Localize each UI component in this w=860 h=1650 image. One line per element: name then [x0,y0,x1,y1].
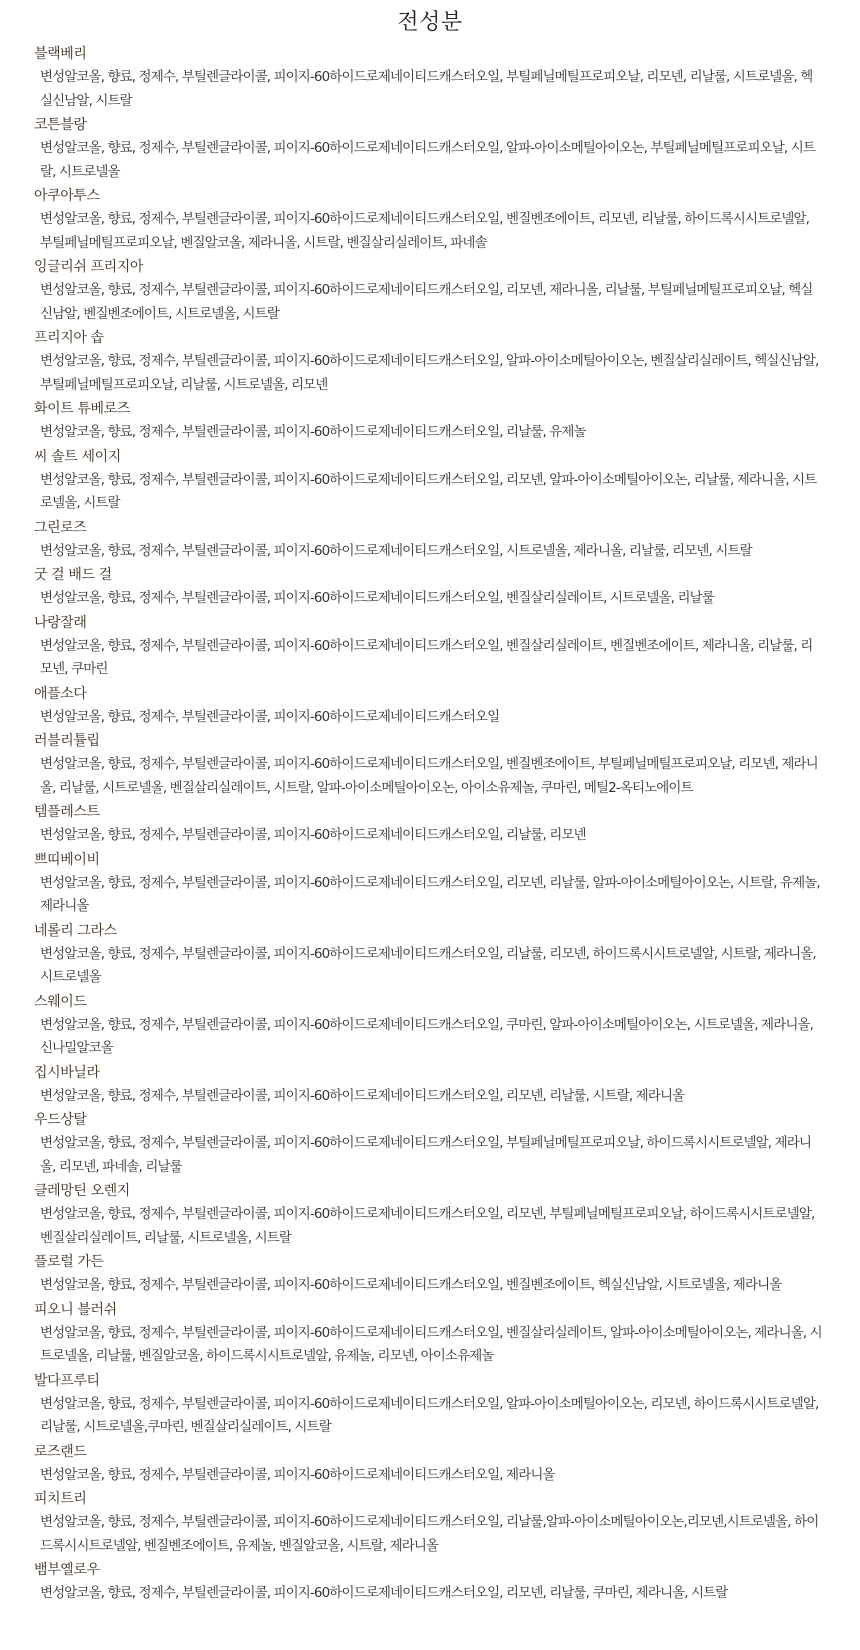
ingredient-list: 변성알코올, 향료, 정제수, 부틸렌글라이콜, 피이지-60하이드로제네이티드캐스터오일, 쿠마린, 알파-아이소메틸아이오논, 시트로넬올, 제라니올, 신나밀알코올 [40,1016,814,1056]
product-name: 스웨이드 [34,993,87,1010]
product-name: 쁘띠베이비 [34,851,100,868]
list-item [34,255,826,326]
product-name: 피오니 블러쉬 [34,1301,117,1318]
product-name: 코튼블랑 [34,117,87,133]
ingredient-list: 변성알코올, 향료, 정제수, 부틸렌글라이콜, 피이지-60하이드로제네이티드캐스터오일 [40,708,500,725]
ingredient-list: 변성알코올, 향료, 정제수, 부틸렌글라이콜, 피이지-60하이드로제네이티드캐스터오일, 벤질벤조에이트, 리모넨, 리날룰, 하이드록시시트로넬알, 부틸페닐메틸프로피오날, 벤질알코올, 제라니올, 시트랄, 벤질살리실레이트, 파네솔 [40,211,810,251]
product-name: 네롤리 그라스 [34,922,117,939]
ingredient-list: 변성알코올, 향료, 정제수, 부틸렌글라이콜, 피이지-60하이드로제네이티드캐스터오일, 알파-아이소메틸아이오논, 부틸페닐메틸프로피오날, 시트랄, 시트로넬올 [40,140,815,180]
ingredient-list: 변성알코올, 향료, 정제수, 부틸렌글라이콜, 피이지-60하이드로제네이티드캐스터오일, 벤질살리실레이트, 시트로넬올, 리날룰 [40,590,714,606]
list-item [34,1250,826,1298]
ingredient-list: 변성알코올, 향료, 정제수, 부틸렌글라이콜, 피이지-60하이드로제네이티드캐스터오일, 부틸페닐메틸프로피오날, 리모넨, 리날룰, 시트로넬올, 헥실신남알, 시트랄 [40,69,813,109]
ingredient-list: 변성알코올, 향료, 정제수, 부틸렌글라이콜, 피이지-60하이드로제네이티드캐스터오일, 리모넨, 부틸페닐메틸프로피오날, 하이드록시시트로넬알, 벤질살리실레이트, 리날룰, 시트로넬올, 시트랄 [40,1206,815,1246]
ingredient-list: 변성알코올, 향료, 정제수, 부틸렌글라이콜, 피이지-60하이드로제네이티드캐스터오일, 벤질살리실레이트, 알파-아이소메틸아이오논, 제라니올, 시트로넬올, 리날룰, 벤질알코올, 하이드록시시트로넬알, 유제놀, 리모넨, 아이소유제놀 [40,1324,822,1364]
product-name: 화이트 튜베로즈 [34,401,130,417]
product-name: 씨 솔트 세이지 [34,448,121,465]
product-name: 우드상탈 [34,1112,87,1128]
ingredient-list: 변성알코올, 향료, 정제수, 부틸렌글라이콜, 피이지-60하이드로제네이티드캐스터오일, 리모넨, 알파-아이소메틸아이오논, 리날룰, 제라니올, 시트로넬올, 시트랄 [40,471,817,511]
list-item [34,397,826,445]
list-item [34,682,826,730]
product-name: 템플레스트 [34,804,100,820]
ingredient-list: 변성알코올, 향료, 정제수, 부틸렌글라이콜, 피이지-60하이드로제네이티드캐스터오일, 리날룰,알파-아이소메틸아이오논,리모넨,시트로넬올, 하이드록시시트로넬알, 벤질벤조에이트, 유제놀, 벤질알코올, 시트랄, 제라니올 [40,1514,819,1554]
list-item [34,1487,826,1558]
list-item [34,729,826,800]
list-item [34,1440,826,1488]
list-item [34,611,826,682]
list-item [34,445,826,516]
ingredient-list: 변성알코올, 향료, 정제수, 부틸렌글라이콜, 피이지-60하이드로제네이티드캐스터오일, 리날룰, 리모넨 [40,827,586,843]
product-name: 뱀부옐로우 [34,1562,100,1578]
list-item [34,919,826,990]
list-item [34,326,826,397]
ingredient-list: 변성알코올, 향료, 정제수, 부틸렌글라이콜, 피이지-60하이드로제네이티드캐스터오일, 리모넨, 제라니올, 리날룰, 부틸페닐메틸프로피오날, 헥실신남알, 벤질벤조에이트, 시트로넬올, 시트랄 [40,282,813,322]
list-item [34,800,826,848]
list-item [34,1108,826,1179]
product-name: 러블리튤립 [34,733,100,749]
list-item [34,113,826,184]
ingredient-list: 변성알코올, 향료, 정제수, 부틸렌글라이콜, 피이지-60하이드로제네이티드캐스터오일, 알파-아이소메틸아이오논, 리모넨, 하이드록시시트로넬알, 리날룰, 시트로넬올,쿠마린, 벤질살리실레이트, 시트랄 [40,1395,819,1435]
product-name: 발다프루티 [34,1372,100,1389]
list-item [34,563,826,611]
list-item [34,1369,826,1440]
ingredient-list: 변성알코올, 향료, 정제수, 부틸렌글라이콜, 피이지-60하이드로제네이티드캐스터오일, 리날룰, 리모넨, 하이드록시시트로넬알, 시트랄, 제라니올, 시트로넬올 [40,945,816,985]
ingredient-list: 변성알코올, 향료, 정제수, 부틸렌글라이콜, 피이지-60하이드로제네이티드캐스터오일, 리모넨, 리날룰, 쿠마린, 제라니올, 시트랄 [40,1585,728,1601]
product-name: 나랑잘래 [34,614,87,631]
ingredient-list: 변성알코올, 향료, 정제수, 부틸렌글라이콜, 피이지-60하이드로제네이티드캐스터오일, 부틸페닐메틸프로피오날, 하이드록시시트로넬알, 제라니올, 리모넨, 파네솔, 리날룰 [40,1135,812,1175]
ingredient-list: 변성알코올, 향료, 정제수, 부틸렌글라이콜, 피이지-60하이드로제네이티드캐스터오일, 제라니올 [40,1466,555,1483]
ingredient-list: 변성알코올, 향료, 정제수, 부틸렌글라이콜, 피이지-60하이드로제네이티드캐스터오일, 리모넨, 리날룰, 알파-아이소메틸아이오논, 시트랄, 유제놀, 제라니올 [40,874,820,914]
product-name: 로즈랜드 [34,1443,87,1460]
product-name: 클레망틴 오렌지 [34,1183,130,1199]
ingredient-list: 변성알코올, 향료, 정제수, 부틸렌글라이콜, 피이지-60하이드로제네이티드캐스터오일, 알파-아이소메틸아이오논, 벤질살리실레이트, 헥실신남알, 부틸페닐메틸프로피오날, 리날룰, 시트로넬올, 리모넨 [40,353,819,393]
product-name: 집시바닐라 [34,1064,100,1081]
list-item [34,1298,826,1369]
ingredient-list: 변성알코올, 향료, 정제수, 부틸렌글라이콜, 피이지-60하이드로제네이티드캐스터오일, 시트로넬올, 제라니올, 리날룰, 리모넨, 시트랄 [40,542,752,559]
list-item [34,184,826,255]
product-name: 프리지아 솝 [34,330,104,346]
list-item [34,1061,826,1109]
ingredient-list: 변성알코올, 향료, 정제수, 부틸렌글라이콜, 피이지-60하이드로제네이티드캐스터오일, 벤질벤조에이트, 헥실신남알, 시트로넬올, 제라니올 [40,1277,782,1293]
list-item [34,516,826,564]
product-name: 피치트리 [34,1491,87,1507]
list-item [34,1558,826,1606]
product-list [34,42,826,1606]
ingredient-list: 변성알코올, 향료, 정제수, 부틸렌글라이콜, 피이지-60하이드로제네이티드캐스터오일, 리모넨, 리날룰, 시트랄, 제라니올 [40,1087,685,1104]
list-item [34,848,826,919]
ingredient-list: 변성알코올, 향료, 정제수, 부틸렌글라이콜, 피이지-60하이드로제네이티드캐스터오일, 리날룰, 유제놀 [40,424,586,440]
product-name: 그린로즈 [34,519,87,536]
product-name: 플로럴 가든 [34,1254,104,1270]
product-name: 블랙베리 [34,46,87,62]
list-item [34,990,826,1061]
product-name: 잉글리쉬 프리지아 [34,259,144,275]
page-title: 전성분 [397,10,463,35]
ingredient-list: 변성알코올, 향료, 정제수, 부틸렌글라이콜, 피이지-60하이드로제네이티드캐스터오일, 벤질살리실레이트, 벤질벤조에이트, 제라니올, 리날룰, 리모넨, 쿠마린 [40,637,813,677]
list-item [34,42,826,113]
product-name: 애플소다 [34,685,87,702]
list-item [34,1179,826,1250]
ingredient-list: 변성알코올, 향료, 정제수, 부틸렌글라이콜, 피이지-60하이드로제네이티드캐스터오일, 벤질벤조에이트, 부틸페닐메틸프로피오날, 리모넨, 제라니올, 리날룰, 시트로넬올, 벤질살리실레이트, 시트랄, 알파-아이소메틸아이오논, 아이소유제놀, 쿠마린, 메틸2-옥티노에이트 [40,756,818,796]
product-name: 굿 걸 배드 걸 [34,567,112,583]
product-name: 아쿠아투스 [34,188,100,204]
